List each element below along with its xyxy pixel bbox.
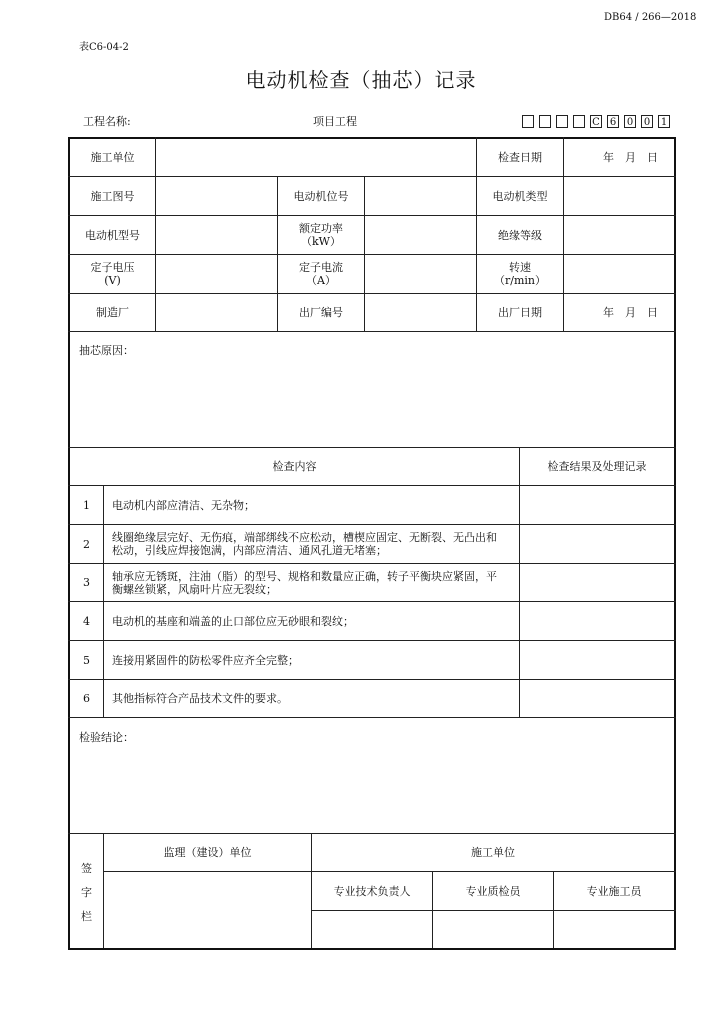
check-date-field[interactable]: 年 月 日 bbox=[603, 151, 658, 164]
supervision-unit-header: 监理（建设）单位 bbox=[163, 846, 252, 859]
project-name-label: 工程名称: bbox=[83, 115, 131, 128]
speed-unit: （r/min） bbox=[494, 274, 546, 287]
signature-column-label: 签 字 栏 bbox=[81, 862, 92, 923]
code-box[interactable]: 0 bbox=[641, 115, 653, 128]
standard-code: DB64 / 266—2018 bbox=[604, 12, 697, 23]
check-item-result[interactable] bbox=[520, 641, 674, 679]
check-item-no: 2 bbox=[83, 537, 90, 551]
code-box[interactable]: C bbox=[590, 115, 602, 128]
worker-header: 专业施工员 bbox=[586, 884, 642, 898]
factory-no-field[interactable] bbox=[365, 294, 476, 331]
stator-voltage-field[interactable] bbox=[156, 255, 277, 293]
conclusion-label: 检验结论： bbox=[79, 731, 134, 744]
stator-voltage-label bbox=[70, 255, 155, 293]
check-item-result[interactable] bbox=[520, 602, 674, 640]
check-item-no: 5 bbox=[83, 653, 90, 667]
motor-model-label: 电动机型号 bbox=[85, 228, 140, 242]
check-item-no: 3 bbox=[83, 576, 90, 589]
check-item-result[interactable] bbox=[520, 680, 674, 717]
construction-unit-field[interactable] bbox=[156, 139, 476, 176]
construction-unit-label: 施工单位 bbox=[90, 151, 135, 164]
manufacturer-field[interactable] bbox=[156, 294, 277, 331]
code-box[interactable]: 0 bbox=[624, 115, 636, 128]
stator-current-unit: （A） bbox=[306, 274, 336, 287]
stator-voltage-text: 定子电压 bbox=[90, 261, 135, 274]
code-box[interactable]: 1 bbox=[658, 115, 670, 128]
motor-model-field[interactable] bbox=[156, 216, 277, 254]
qc-inspector-header: 专业质检员 bbox=[465, 884, 521, 898]
speed-text: 转速 bbox=[509, 261, 531, 274]
factory-date-field[interactable]: 年 月 日 bbox=[603, 306, 658, 319]
check-result-header: 检查结果及处理记录 bbox=[547, 460, 647, 473]
code-box[interactable] bbox=[556, 115, 568, 128]
motor-position-field[interactable] bbox=[365, 177, 476, 215]
check-content-header: 检查内容 bbox=[272, 460, 317, 473]
factory-no-label: 出厂编号 bbox=[299, 306, 343, 319]
manufacturer-label: 制造厂 bbox=[96, 306, 129, 319]
check-item-no: 4 bbox=[83, 614, 90, 628]
stator-current-label bbox=[278, 255, 364, 293]
check-item-result[interactable] bbox=[520, 486, 674, 524]
construction-unit-header: 施工单位 bbox=[471, 846, 515, 859]
check-item-text: 电动机的基座和端盖的止口部位应无砂眼和裂纹； bbox=[112, 614, 354, 628]
form-number: 表C6-04-2 bbox=[79, 42, 129, 53]
conclusion-field[interactable] bbox=[70, 748, 674, 832]
rated-power-text: 额定功率 bbox=[299, 222, 343, 235]
insulation-grade-label: 绝缘等级 bbox=[498, 228, 542, 242]
check-item-text: 其他指标符合产品技术文件的要求。 bbox=[112, 692, 288, 705]
check-item-result[interactable] bbox=[520, 525, 674, 563]
check-item-text: 轴承应无锈斑，注油（脂）的型号、规格和数量应正确，转子平衡块应紧固，平 衡螺丝锁紧，风扇叶片应无裂纹； bbox=[112, 569, 497, 596]
motor-position-label: 电动机位号 bbox=[293, 189, 349, 203]
motor-type-label: 电动机类型 bbox=[492, 189, 548, 203]
drawing-no-label: 施工图号 bbox=[90, 189, 135, 203]
check-date-label: 检查日期 bbox=[498, 151, 542, 164]
stator-current-text: 定子电流 bbox=[299, 261, 343, 274]
supervision-signature-field[interactable] bbox=[104, 872, 311, 948]
page-title: 电动机检查（抽芯）记录 bbox=[245, 68, 477, 92]
qc-signature-field[interactable] bbox=[433, 911, 553, 948]
check-item-text: 电动机内部应清洁、无杂物； bbox=[112, 498, 255, 512]
check-item-no: 1 bbox=[83, 498, 90, 512]
drawing-no-field[interactable] bbox=[156, 177, 277, 215]
code-box[interactable] bbox=[539, 115, 551, 128]
stator-voltage-unit: (V) bbox=[104, 274, 121, 287]
stator-current-field[interactable] bbox=[365, 255, 476, 293]
tech-lead-signature-field[interactable] bbox=[312, 911, 432, 948]
speed-field[interactable] bbox=[564, 255, 674, 293]
reason-label: 抽芯原因： bbox=[79, 344, 134, 357]
speed-label bbox=[477, 255, 563, 293]
rated-power-label bbox=[278, 216, 364, 254]
worker-signature-field[interactable] bbox=[554, 911, 674, 948]
code-box[interactable]: 6 bbox=[607, 115, 619, 128]
check-item-text: 线圈绝缘层完好、无伤痕，端部绑线不应松动，槽楔应固定、无断裂、无凸出和 松动，引线应焊接饱满，内部应清洁、通风孔道无堵塞； bbox=[112, 531, 497, 557]
check-item-result[interactable] bbox=[520, 564, 674, 601]
tech-lead-header: 专业技术负责人 bbox=[333, 884, 411, 898]
insulation-grade-field[interactable] bbox=[564, 216, 674, 254]
code-box[interactable] bbox=[522, 115, 534, 128]
reason-field[interactable] bbox=[70, 360, 674, 446]
check-item-text: 连接用紧固件的防松零件应齐全完整； bbox=[112, 653, 299, 667]
project-name-value[interactable]: 项目工程 bbox=[313, 115, 357, 128]
motor-type-field[interactable] bbox=[564, 177, 674, 215]
code-box[interactable] bbox=[573, 115, 585, 128]
rated-power-field[interactable] bbox=[365, 216, 476, 254]
check-item-no: 6 bbox=[83, 692, 90, 705]
rated-power-unit: （kW） bbox=[301, 235, 341, 248]
factory-date-label: 出厂日期 bbox=[498, 306, 542, 319]
